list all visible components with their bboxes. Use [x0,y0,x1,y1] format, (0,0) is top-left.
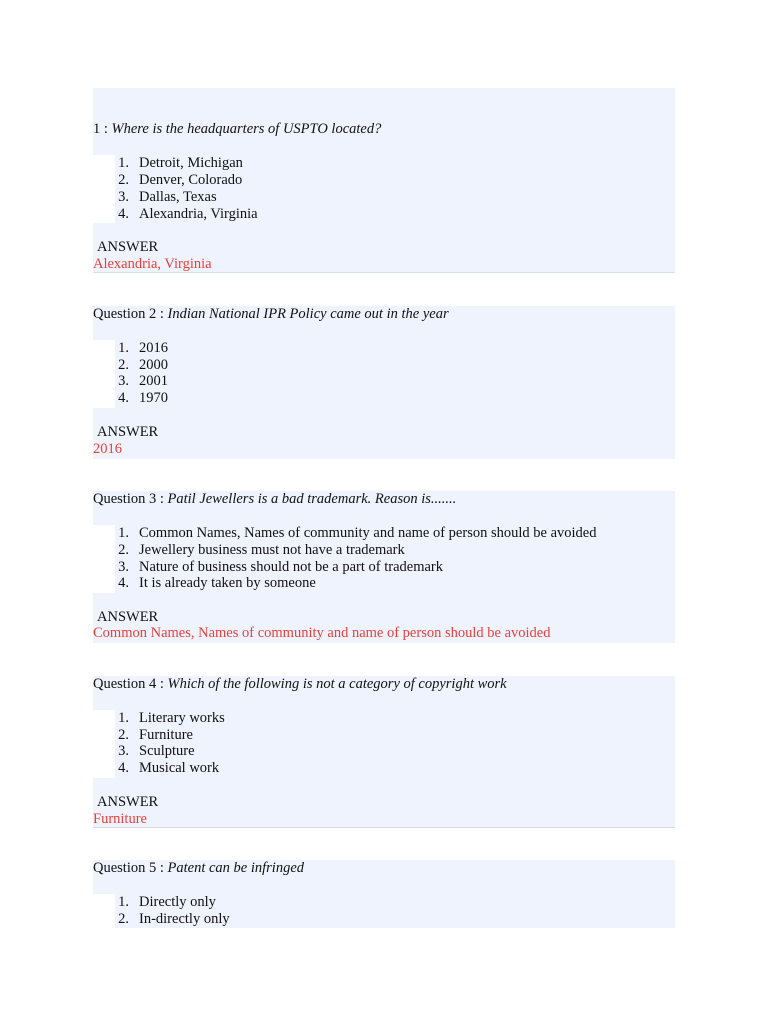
answer-value: Common Names, Names of community and name of person should be avoided [93,625,551,641]
answer-label: ANSWER [97,239,159,255]
question-prefix: 1 : [93,121,112,137]
option-text: Alexandria, Virginia [139,206,258,222]
answer-highlight [93,778,675,828]
option-text: Nature of business should not be a part of trademark [139,559,444,575]
question-prefix: Question 2 : [93,306,168,322]
question-block-3 [93,491,675,643]
option-number: 1. [118,894,129,910]
answer-label: ANSWER [97,794,159,810]
option-number: 3. [118,189,129,205]
answer-value: Alexandria, Virginia [93,256,212,272]
option-number: 1. [118,525,129,541]
answer-rule [93,272,675,273]
answer-rule [93,827,675,828]
answer-label: ANSWER [97,609,159,625]
option-number: 3. [118,743,129,759]
option-text: 1970 [139,390,168,406]
option-text: 2001 [139,373,168,389]
option-number: 2. [118,911,129,927]
question-line [93,860,304,877]
option-number: 1. [118,340,129,356]
option-number: 4. [118,575,129,591]
option-number: 3. [118,373,129,389]
option-text: Common Names, Names of community and name of person should be avoided [139,525,597,541]
question-prefix: Question 3 : [93,491,168,507]
question-line [93,491,456,508]
option-text: Furniture [139,727,193,743]
answer-value: 2016 [93,441,122,457]
question-text: Patil Jewellers is a bad trademark. Reason is....... [167,491,457,507]
option-text: It is already taken by someone [139,575,316,591]
option-text: Directly only [139,894,216,910]
option-text: Denver, Colorado [139,172,243,188]
question-block-2 [93,306,675,459]
answer-highlight [93,408,675,459]
question-block-5 [93,860,675,928]
question-line [93,121,381,138]
option-number: 2. [118,357,129,373]
option-text: 2016 [139,340,168,356]
option-number: 1. [118,710,129,726]
option-number: 3. [118,559,129,575]
option-number: 4. [118,206,129,222]
question-text: Indian National IPR Policy came out in the year [167,306,449,322]
question-line [93,306,449,323]
option-number: 2. [118,727,129,743]
option-text: 2000 [139,357,168,373]
option-number: 4. [118,760,129,776]
option-text: Literary works [139,710,225,726]
question-prefix: Question 5 : [93,860,168,876]
option-number: 2. [118,172,129,188]
question-text: Where is the headquarters of USPTO located? [111,121,382,137]
question-block-1 [93,88,675,273]
option-number: 1. [118,155,129,171]
answer-value: Furniture [93,811,147,827]
option-number: 4. [118,390,129,406]
option-text: Dallas, Texas [139,189,217,205]
question-block-4 [93,676,675,828]
option-text: Musical work [139,760,220,776]
question-prefix: Question 4 : [93,676,168,692]
question-text: Which of the following is not a category of copyright work [167,676,507,692]
options-highlight [115,340,675,408]
option-number: 2. [118,542,129,558]
option-text: In-directly only [139,911,230,927]
question-line [93,676,507,693]
option-text: Sculpture [139,743,195,759]
option-text: Detroit, Michigan [139,155,243,171]
option-text: Jewellery business must not have a trademark [139,542,405,558]
question-text: Patent can be infringed [167,860,305,876]
answer-label: ANSWER [97,424,159,440]
